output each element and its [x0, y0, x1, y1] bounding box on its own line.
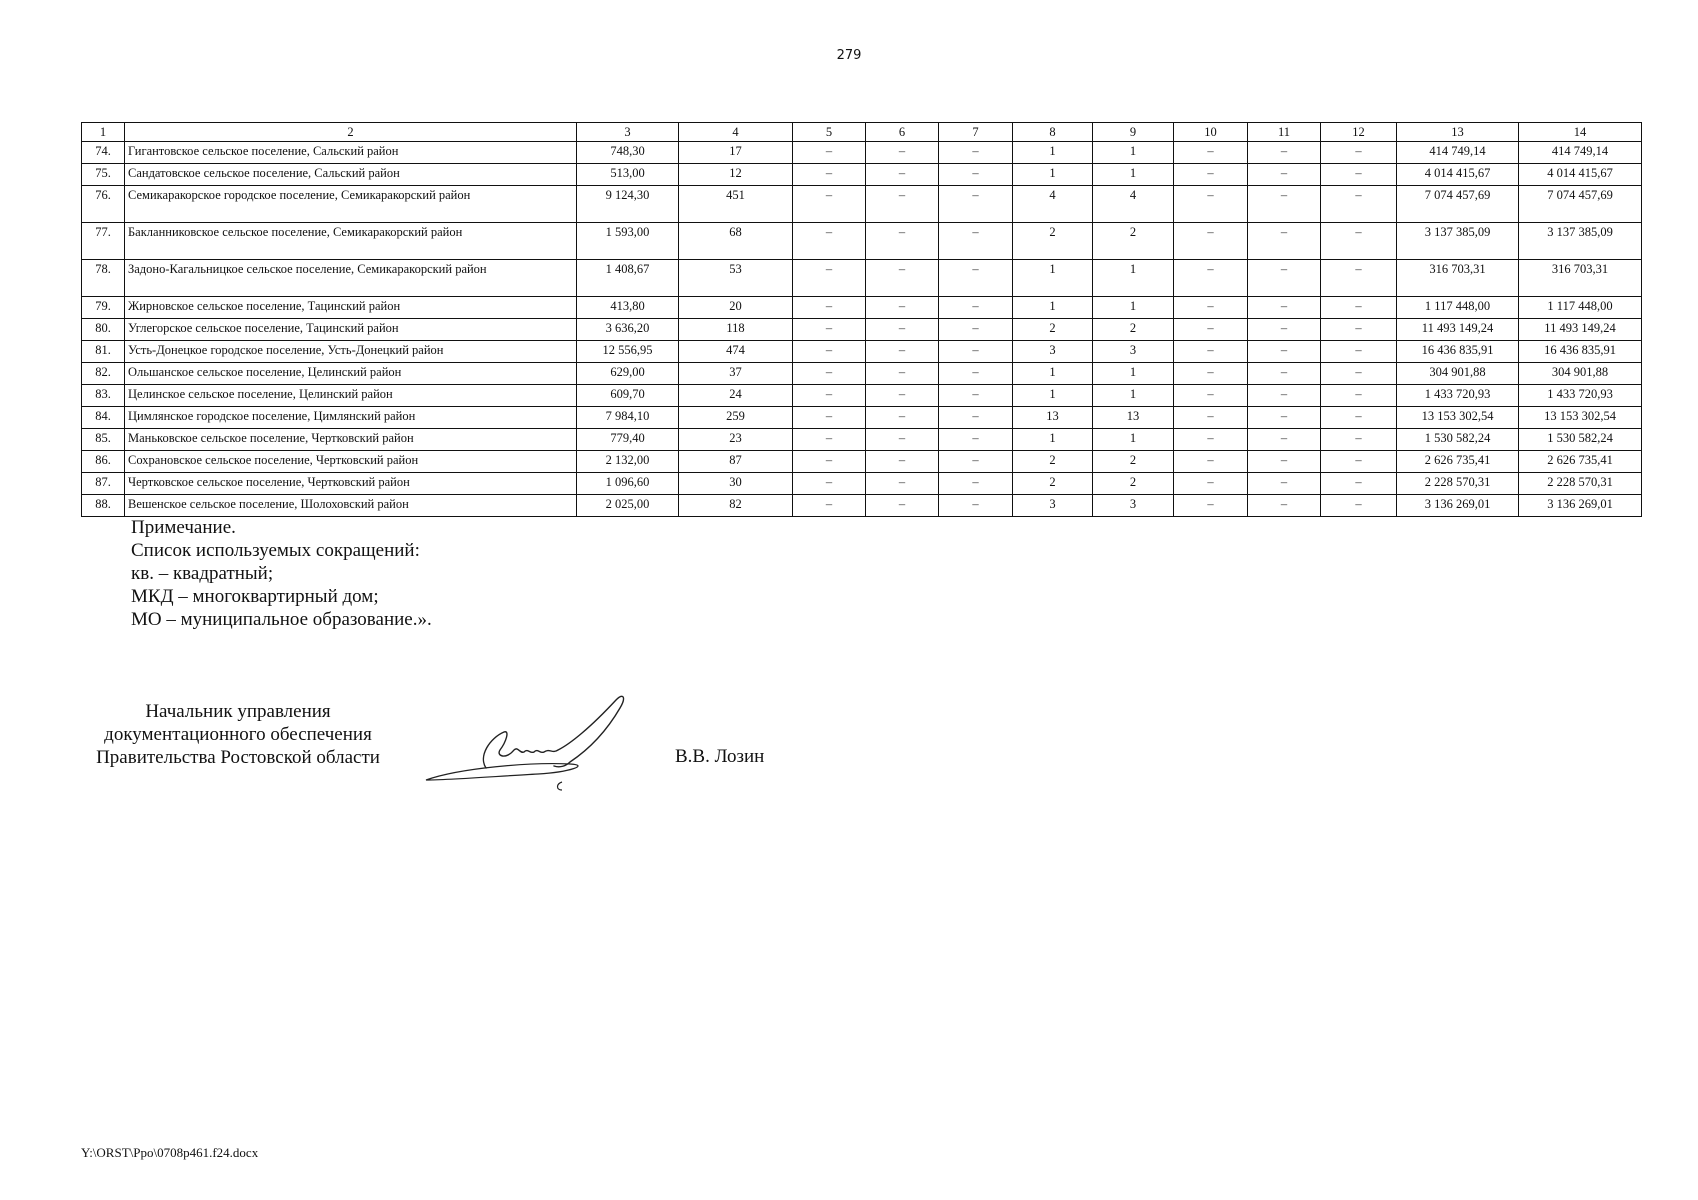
value-cell: 3: [1013, 495, 1093, 517]
empty-value-cell: –: [1321, 260, 1397, 297]
value-cell: 2: [1093, 473, 1174, 495]
table-row: [82, 164, 1642, 186]
empty-value-cell: –: [793, 451, 866, 473]
column-header: 6: [866, 123, 939, 142]
empty-value-cell: –: [1174, 186, 1248, 223]
empty-value-cell: –: [793, 260, 866, 297]
empty-value-cell: –: [939, 260, 1013, 297]
empty-value-cell: –: [1248, 495, 1321, 517]
empty-value-cell: –: [939, 142, 1013, 164]
empty-value-cell: –: [939, 223, 1013, 260]
value-cell: 13 153 302,54: [1519, 407, 1642, 429]
empty-value-cell: –: [1174, 297, 1248, 319]
settlement-name-cell: Цимлянское городское поселение, Цимлянский район: [125, 407, 577, 429]
value-cell: 7 074 457,69: [1397, 186, 1519, 223]
empty-value-cell: –: [1321, 473, 1397, 495]
settlement-name-cell: Целинское сельское поселение, Целинский район: [125, 385, 577, 407]
value-cell: 13 153 302,54: [1397, 407, 1519, 429]
settlement-name-cell: Сандатовское сельское поселение, Сальский район: [125, 164, 577, 186]
value-cell: 12 556,95: [577, 341, 679, 363]
value-cell: 4: [1013, 186, 1093, 223]
empty-value-cell: –: [1248, 319, 1321, 341]
empty-value-cell: –: [1321, 142, 1397, 164]
empty-value-cell: –: [1248, 429, 1321, 451]
table-row: [82, 385, 1642, 407]
column-header: 3: [577, 123, 679, 142]
table-row: [82, 341, 1642, 363]
empty-value-cell: –: [1248, 223, 1321, 260]
value-cell: 474: [679, 341, 793, 363]
column-header: 2: [125, 123, 577, 142]
value-cell: 7 984,10: [577, 407, 679, 429]
value-cell: 1: [1093, 142, 1174, 164]
empty-value-cell: –: [1321, 363, 1397, 385]
empty-value-cell: –: [939, 451, 1013, 473]
empty-value-cell: –: [939, 429, 1013, 451]
column-header: 5: [793, 123, 866, 142]
empty-value-cell: –: [1248, 341, 1321, 363]
empty-value-cell: –: [866, 407, 939, 429]
value-cell: 629,00: [577, 363, 679, 385]
empty-value-cell: –: [793, 473, 866, 495]
value-cell: 13: [1093, 407, 1174, 429]
empty-value-cell: –: [939, 164, 1013, 186]
column-header: 4: [679, 123, 793, 142]
empty-value-cell: –: [939, 297, 1013, 319]
empty-value-cell: –: [793, 363, 866, 385]
empty-value-cell: –: [1248, 407, 1321, 429]
value-cell: 2 228 570,31: [1519, 473, 1642, 495]
empty-value-cell: –: [793, 341, 866, 363]
empty-value-cell: –: [1248, 164, 1321, 186]
table-row: [82, 451, 1642, 473]
table-row: [82, 495, 1642, 517]
value-cell: 11 493 149,24: [1519, 319, 1642, 341]
row-number-cell: 87.: [82, 473, 125, 495]
empty-value-cell: –: [866, 319, 939, 341]
value-cell: 1: [1093, 164, 1174, 186]
empty-value-cell: –: [1174, 495, 1248, 517]
empty-value-cell: –: [1248, 473, 1321, 495]
empty-value-cell: –: [793, 164, 866, 186]
table-row: [82, 186, 1642, 223]
value-cell: 513,00: [577, 164, 679, 186]
empty-value-cell: –: [1321, 407, 1397, 429]
value-cell: 316 703,31: [1519, 260, 1642, 297]
value-cell: 1 117 448,00: [1397, 297, 1519, 319]
empty-value-cell: –: [939, 319, 1013, 341]
empty-value-cell: –: [1321, 385, 1397, 407]
table-row: [82, 407, 1642, 429]
empty-value-cell: –: [866, 363, 939, 385]
empty-value-cell: –: [1321, 186, 1397, 223]
value-cell: 2: [1013, 319, 1093, 341]
value-cell: 779,40: [577, 429, 679, 451]
value-cell: 3: [1013, 341, 1093, 363]
value-cell: 9 124,30: [577, 186, 679, 223]
row-number-cell: 84.: [82, 407, 125, 429]
empty-value-cell: –: [1248, 385, 1321, 407]
empty-value-cell: –: [1174, 473, 1248, 495]
empty-value-cell: –: [1321, 429, 1397, 451]
value-cell: 1 117 448,00: [1519, 297, 1642, 319]
empty-value-cell: –: [1321, 223, 1397, 260]
signer-position-line: документационного обеспечения: [104, 724, 372, 745]
table-row: [82, 429, 1642, 451]
handwritten-signature: [420, 688, 660, 798]
row-number-cell: 78.: [82, 260, 125, 297]
column-header: 7: [939, 123, 1013, 142]
empty-value-cell: –: [793, 495, 866, 517]
value-cell: 2 132,00: [577, 451, 679, 473]
column-header: 13: [1397, 123, 1519, 142]
note-item: МО – муниципальное образование.».: [131, 609, 432, 630]
empty-value-cell: –: [793, 223, 866, 260]
row-number-cell: 74.: [82, 142, 125, 164]
empty-value-cell: –: [939, 495, 1013, 517]
empty-value-cell: –: [866, 223, 939, 260]
settlement-name-cell: Семикаракорское городское поселение, Семикаракорский район: [125, 186, 577, 223]
value-cell: 414 749,14: [1397, 142, 1519, 164]
empty-value-cell: –: [1321, 164, 1397, 186]
value-cell: 1: [1093, 363, 1174, 385]
value-cell: 13: [1013, 407, 1093, 429]
row-number-cell: 81.: [82, 341, 125, 363]
signer-position-line: Правительства Ростовской области: [96, 747, 380, 768]
empty-value-cell: –: [1174, 223, 1248, 260]
data-table: [81, 122, 1642, 517]
value-cell: 1: [1013, 429, 1093, 451]
row-number-cell: 79.: [82, 297, 125, 319]
empty-value-cell: –: [1248, 363, 1321, 385]
table-row: [82, 223, 1642, 260]
value-cell: 118: [679, 319, 793, 341]
value-cell: 12: [679, 164, 793, 186]
value-cell: 304 901,88: [1397, 363, 1519, 385]
empty-value-cell: –: [1248, 297, 1321, 319]
value-cell: 3 636,20: [577, 319, 679, 341]
empty-value-cell: –: [793, 319, 866, 341]
table-row: [82, 260, 1642, 297]
empty-value-cell: –: [866, 142, 939, 164]
table-body: [82, 142, 1642, 517]
value-cell: 2: [1093, 451, 1174, 473]
value-cell: 1: [1013, 385, 1093, 407]
empty-value-cell: –: [1174, 142, 1248, 164]
value-cell: 2: [1013, 451, 1093, 473]
value-cell: 413,80: [577, 297, 679, 319]
empty-value-cell: –: [1321, 319, 1397, 341]
empty-value-cell: –: [793, 407, 866, 429]
empty-value-cell: –: [939, 186, 1013, 223]
empty-value-cell: –: [1248, 186, 1321, 223]
signer-position: [78, 700, 398, 769]
value-cell: 3 136 269,01: [1397, 495, 1519, 517]
value-cell: 451: [679, 186, 793, 223]
empty-value-cell: –: [866, 297, 939, 319]
value-cell: 68: [679, 223, 793, 260]
empty-value-cell: –: [866, 186, 939, 223]
settlement-name-cell: Вешенское сельское поселение, Шолоховский район: [125, 495, 577, 517]
note-title: Примечание.: [131, 517, 236, 538]
empty-value-cell: –: [939, 473, 1013, 495]
row-number-cell: 88.: [82, 495, 125, 517]
note-block: [131, 516, 432, 631]
value-cell: 2 626 735,41: [1519, 451, 1642, 473]
settlement-name-cell: Задоно-Кагальницкое сельское поселение, Семикаракорский район: [125, 260, 577, 297]
empty-value-cell: –: [866, 385, 939, 407]
row-number-cell: 83.: [82, 385, 125, 407]
table-row: [82, 473, 1642, 495]
row-number-cell: 75.: [82, 164, 125, 186]
value-cell: 1 096,60: [577, 473, 679, 495]
empty-value-cell: –: [866, 429, 939, 451]
empty-value-cell: –: [1174, 164, 1248, 186]
value-cell: 1: [1013, 260, 1093, 297]
row-number-cell: 77.: [82, 223, 125, 260]
empty-value-cell: –: [1174, 429, 1248, 451]
empty-value-cell: –: [1174, 407, 1248, 429]
value-cell: 2 626 735,41: [1397, 451, 1519, 473]
note-item: кв. – квадратный;: [131, 563, 274, 584]
column-header: 10: [1174, 123, 1248, 142]
value-cell: 3: [1093, 495, 1174, 517]
value-cell: 4: [1093, 186, 1174, 223]
value-cell: 3 137 385,09: [1519, 223, 1642, 260]
value-cell: 1 433 720,93: [1397, 385, 1519, 407]
value-cell: 2: [1093, 319, 1174, 341]
value-cell: 414 749,14: [1519, 142, 1642, 164]
value-cell: 2 228 570,31: [1397, 473, 1519, 495]
settlement-name-cell: Маньковское сельское поселение, Чертковский район: [125, 429, 577, 451]
value-cell: 1: [1093, 429, 1174, 451]
empty-value-cell: –: [939, 363, 1013, 385]
value-cell: 1: [1013, 164, 1093, 186]
empty-value-cell: –: [1174, 341, 1248, 363]
empty-value-cell: –: [939, 341, 1013, 363]
value-cell: 16 436 835,91: [1519, 341, 1642, 363]
empty-value-cell: –: [939, 385, 1013, 407]
value-cell: 11 493 149,24: [1397, 319, 1519, 341]
value-cell: 2: [1013, 223, 1093, 260]
value-cell: 7 074 457,69: [1519, 186, 1642, 223]
empty-value-cell: –: [1248, 260, 1321, 297]
empty-value-cell: –: [1321, 495, 1397, 517]
value-cell: 1 593,00: [577, 223, 679, 260]
empty-value-cell: –: [939, 407, 1013, 429]
empty-value-cell: –: [866, 451, 939, 473]
value-cell: 1 530 582,24: [1519, 429, 1642, 451]
value-cell: 1 433 720,93: [1519, 385, 1642, 407]
empty-value-cell: –: [793, 142, 866, 164]
value-cell: 1: [1013, 363, 1093, 385]
empty-value-cell: –: [793, 429, 866, 451]
value-cell: 1: [1013, 142, 1093, 164]
value-cell: 20: [679, 297, 793, 319]
settlement-name-cell: Сохрановское сельское поселение, Чертковский район: [125, 451, 577, 473]
value-cell: 1: [1093, 297, 1174, 319]
column-header: 11: [1248, 123, 1321, 142]
note-intro: Список используемых сокращений:: [131, 540, 420, 561]
page-number: 279: [836, 48, 862, 63]
value-cell: 304 901,88: [1519, 363, 1642, 385]
empty-value-cell: –: [866, 341, 939, 363]
value-cell: 82: [679, 495, 793, 517]
value-cell: 30: [679, 473, 793, 495]
row-number-cell: 82.: [82, 363, 125, 385]
column-header: 1: [82, 123, 125, 142]
table-row: [82, 363, 1642, 385]
column-header: 14: [1519, 123, 1642, 142]
empty-value-cell: –: [1321, 451, 1397, 473]
row-number-cell: 76.: [82, 186, 125, 223]
value-cell: 3 137 385,09: [1397, 223, 1519, 260]
value-cell: 17: [679, 142, 793, 164]
empty-value-cell: –: [793, 297, 866, 319]
empty-value-cell: –: [1174, 451, 1248, 473]
empty-value-cell: –: [866, 164, 939, 186]
empty-value-cell: –: [1321, 297, 1397, 319]
value-cell: 316 703,31: [1397, 260, 1519, 297]
empty-value-cell: –: [866, 495, 939, 517]
settlement-name-cell: Гигантовское сельское поселение, Сальский район: [125, 142, 577, 164]
settlement-name-cell: Углегорское сельское поселение, Тацинский район: [125, 319, 577, 341]
column-header: 8: [1013, 123, 1093, 142]
value-cell: 2 025,00: [577, 495, 679, 517]
empty-value-cell: –: [1321, 341, 1397, 363]
value-cell: 1: [1093, 260, 1174, 297]
value-cell: 2: [1013, 473, 1093, 495]
note-item: МКД – многоквартирный дом;: [131, 586, 379, 607]
empty-value-cell: –: [1174, 319, 1248, 341]
column-header: 12: [1321, 123, 1397, 142]
empty-value-cell: –: [793, 385, 866, 407]
settlement-name-cell: Чертковское сельское поселение, Чертковский район: [125, 473, 577, 495]
value-cell: 3: [1093, 341, 1174, 363]
settlement-name-cell: Бакланниковское сельское поселение, Семикаракорский район: [125, 223, 577, 260]
table-row: [82, 142, 1642, 164]
empty-value-cell: –: [1248, 451, 1321, 473]
value-cell: 24: [679, 385, 793, 407]
row-number-cell: 86.: [82, 451, 125, 473]
value-cell: 23: [679, 429, 793, 451]
value-cell: 1 408,67: [577, 260, 679, 297]
value-cell: 87: [679, 451, 793, 473]
empty-value-cell: –: [866, 260, 939, 297]
table-header-row: [82, 123, 1642, 142]
column-header: 9: [1093, 123, 1174, 142]
empty-value-cell: –: [1174, 363, 1248, 385]
value-cell: 1: [1013, 297, 1093, 319]
empty-value-cell: –: [1248, 142, 1321, 164]
settlement-name-cell: Усть-Донецкое городское поселение, Усть-Донецкий район: [125, 341, 577, 363]
empty-value-cell: –: [866, 473, 939, 495]
value-cell: 4 014 415,67: [1397, 164, 1519, 186]
value-cell: 748,30: [577, 142, 679, 164]
value-cell: 609,70: [577, 385, 679, 407]
value-cell: 37: [679, 363, 793, 385]
value-cell: 4 014 415,67: [1519, 164, 1642, 186]
settlement-name-cell: Жирновское сельское поселение, Тацинский район: [125, 297, 577, 319]
row-number-cell: 80.: [82, 319, 125, 341]
signer-name: В.В. Лозин: [675, 746, 765, 767]
value-cell: 16 436 835,91: [1397, 341, 1519, 363]
value-cell: 53: [679, 260, 793, 297]
value-cell: 2: [1093, 223, 1174, 260]
table-row: [82, 297, 1642, 319]
table-row: [82, 319, 1642, 341]
empty-value-cell: –: [793, 186, 866, 223]
empty-value-cell: –: [1174, 385, 1248, 407]
value-cell: 259: [679, 407, 793, 429]
value-cell: 1 530 582,24: [1397, 429, 1519, 451]
row-number-cell: 85.: [82, 429, 125, 451]
value-cell: 1: [1093, 385, 1174, 407]
signer-position-line: Начальник управления: [145, 701, 331, 722]
empty-value-cell: –: [1174, 260, 1248, 297]
value-cell: 3 136 269,01: [1519, 495, 1642, 517]
settlement-name-cell: Ольшанское сельское поселение, Целинский район: [125, 363, 577, 385]
file-path: Y:\ORST\Ppo\0708p461.f24.docx: [81, 1145, 259, 1160]
